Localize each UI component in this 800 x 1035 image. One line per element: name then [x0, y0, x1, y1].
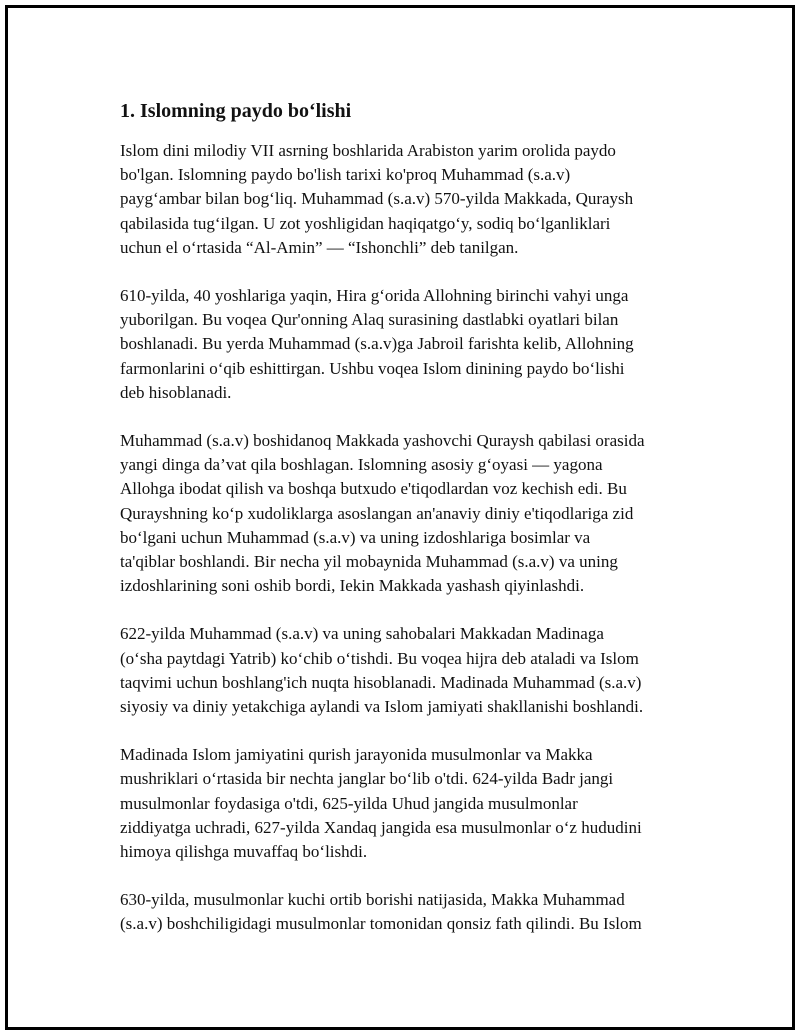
paragraph-3 [120, 429, 700, 598]
paragraph-6 [120, 888, 700, 936]
text-line: 630-yilda, musulmonlar kuchi ortib borishi natijasida, Makka Muhammad [120, 890, 625, 910]
text-line: taqvimi uchun boshlang'ich nuqta hisoblanadi. Madinada Muhammad (s.a.v) [120, 672, 642, 692]
text-line: uchun el o‘rtasida “Al-Amin” — “Ishonchli” deb tanilgan. [120, 237, 519, 257]
text-line: 610-yilda, 40 yoshlariga yaqin, Hira g‘orida Allohning birinchi vahyi unga [120, 286, 629, 306]
text-line: Madinada Islom jamiyatini qurish jarayonida musulmonlar va Makka [120, 745, 593, 765]
text-line: boshlanadi. Bu yerda Muhammad (s.a.v)ga Jabroil farishta kelib, Allohning [120, 334, 634, 354]
text-line: qabilasida tug‘ilgan. U zot yoshligidan haqiqatgo‘y, sodiq bo‘lganliklari [120, 213, 611, 233]
text-line: izdoshlarining soni oshib bordi, Iekin Makkada yashash qiyinlashdi. [120, 576, 585, 596]
text-line: yangi dinga da’vat qila boshlagan. Islomning asosiy g‘oyasi — yagona [120, 455, 603, 475]
text-line: bo‘lgani uchun Muhammad (s.a.v) va uning izdoshlariga bosimlar va [120, 527, 591, 547]
text-line: (s.a.v) boshchiligidagi musulmonlar tomonidan qonsiz fath qilindi. Bu Islom [120, 914, 642, 934]
text-line: (o‘sha paytdagi Yatrib) ko‘chib o‘tishdi. Bu voqea hijra deb ataladi va Islom [120, 648, 639, 668]
text-line: 622-yilda Muhammad (s.a.v) va uning sahobalari Makkadan Madinaga [120, 624, 604, 644]
text-line: Muhammad (s.a.v) boshidanoq Makkada yashovchi Quraysh qabilasi orasida [120, 431, 645, 451]
text-line: farmonlarini o‘qib eshittirgan. Ushbu voqea Islom dinining paydo bo‘lishi [120, 358, 625, 378]
document-content [120, 96, 700, 961]
text-line: himoya qilishga muvaffaq bo‘lishdi. [120, 842, 368, 862]
text-line: ziddiyatga uchradi, 627-yilda Xandaq jangida esa musulmonlar o‘z hududini [120, 817, 642, 837]
text-line: payg‘ambar bilan bog‘liq. Muhammad (s.a.v) 570-yilda Makkada, Quraysh [120, 189, 634, 209]
text-line: yuborilgan. Bu voqea Qur'onning Alaq surasining dastlabki oyatlari bilan [120, 310, 619, 330]
page-frame [5, 5, 795, 1030]
text-line: mushriklari o‘rtasida bir nechta janglar bo‘lib o'tdi. 624-yilda Badr jangi [120, 769, 614, 789]
text-line: Qurayshning ko‘p xudoliklarga asoslangan an'anaviy diniy e'tiqodlariga zid [120, 503, 634, 523]
text-line: Allohga ibodat qilish va boshqa butxudo e'tiqodlardan voz kechish edi. Bu [120, 479, 627, 499]
text-line: deb hisoblanadi. [120, 382, 232, 402]
paragraph-4 [120, 622, 700, 719]
paragraph-1 [120, 139, 700, 260]
text-line: Islom dini milodiy VII asrning boshlarida Arabiston yarim orolida paydo [120, 141, 616, 160]
paragraph-2 [120, 284, 700, 405]
text-line: bo'lgan. Islomning paydo bo'lish tarixi ko'proq Muhammad (s.a.v) [120, 165, 571, 185]
section-heading: 1. Islomning paydo bo‘lishi [120, 100, 352, 122]
text-line: siyosiy va diniy yetakchiga aylandi va Islom jamiyati shakllanishi boshlandi. [120, 697, 644, 717]
text-line: ta'qiblar boshlandi. Bir necha yil mobaynida Muhammad (s.a.v) va uning [120, 552, 618, 572]
text-line: musulmonlar foydasiga o'tdi, 625-yilda Uhud jangida musulmonlar [120, 793, 578, 813]
paragraph-5 [120, 743, 700, 864]
